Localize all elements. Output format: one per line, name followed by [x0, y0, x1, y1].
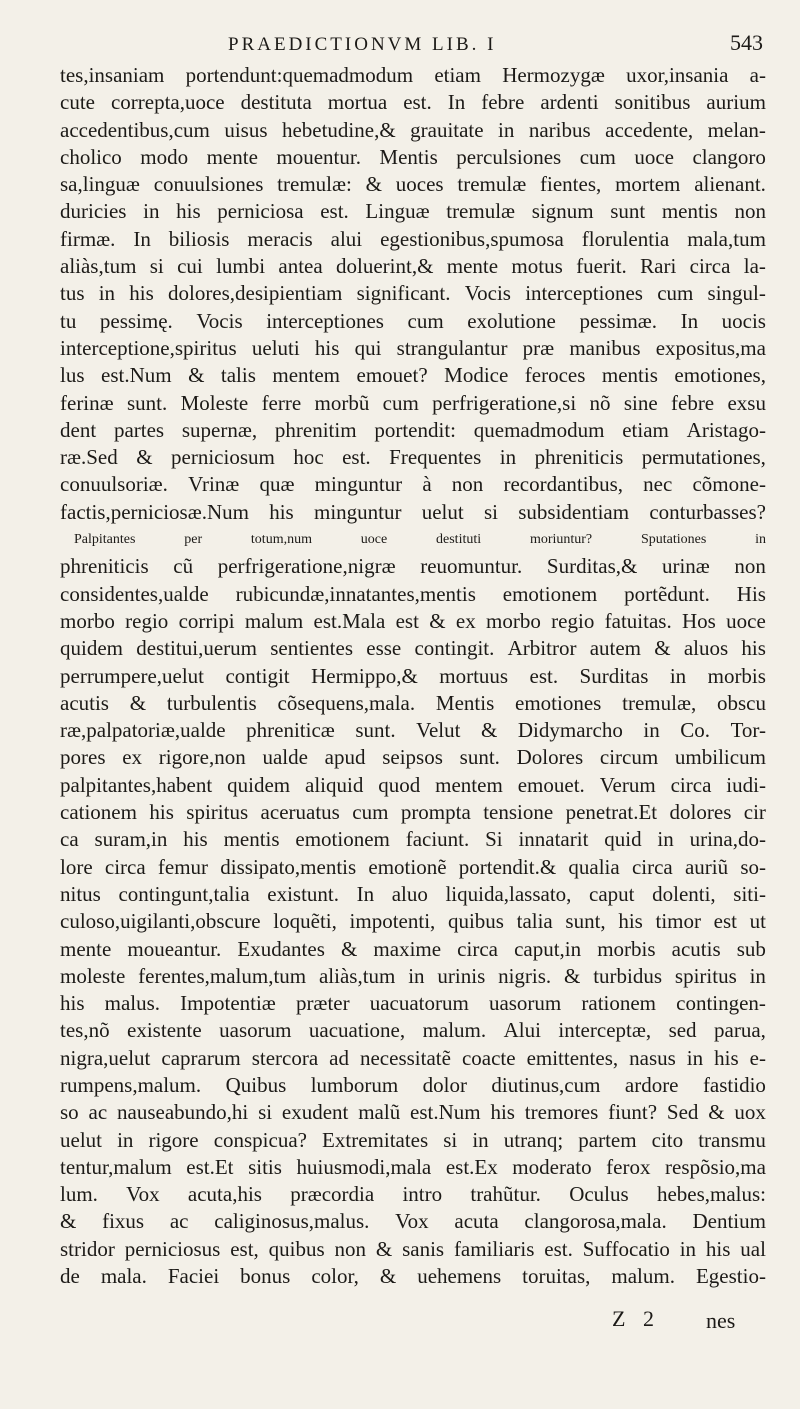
text-line: culoso,uigilanti,obscure loquẽti, impotenti, quibus talia sunt, his timor est ut	[60, 909, 766, 934]
text-line: tentur,malum est.Et sitis huiusmodi,mala est.Ex moderato ferox respõsio,ma	[60, 1154, 766, 1179]
page-number: 543	[730, 30, 763, 55]
text-line: nitus contingunt,talia existunt. In aluo liquida,lassato, caput dolenti, siti-	[60, 881, 766, 906]
text-line: uelut in rigore conspicua? Extremitates si in utranq; partem cito transmu	[60, 1127, 766, 1152]
text-line: considentes,ualde rubicundæ,innatantes,mentis emotionem portẽdunt. His	[60, 581, 766, 606]
text-line: moleste ferentes,malum,tum aliàs,tum in urinis nigris. & turbidus spiritus in	[60, 963, 766, 988]
text-line: & fixus ac caliginosus,malus. Vox acuta clangorosa,mala. Dentium	[60, 1209, 766, 1234]
text-line: ræ.Sed & perniciosum hoc est. Frequentes in phreniticis permutationes,	[60, 445, 766, 470]
text-line: his malus. Impotentiæ præter uacuatorum uasorum rationem contingen-	[60, 991, 766, 1016]
text-line: quidem destitui,uerum sentientes esse contingit. Arbitror autem & aluos his	[60, 636, 766, 661]
text-line: palpitantes,habent quidem aliquid quod mentem emouet. Verum circa iudi-	[60, 772, 766, 797]
text-line: lore circa femur dissipato,mentis emotionẽ portendit.& qualia circa auriũ so-	[60, 854, 766, 879]
text-line: de mala. Faciei bonus color, & uehemens toruitas, malum. Egestio-	[60, 1264, 766, 1289]
text-line: cationem his spiritus aceruatus cum prompta tensione penetrat.Et dolores cir	[60, 800, 766, 825]
text-line: firmæ. In biliosis meracis alui egestionibus,spumosa florulentia mala,tum	[60, 226, 766, 251]
text-line: tu pessimę. Vocis interceptiones cum exolutione pessimæ. In uocis	[60, 308, 766, 333]
text-line: dent partes supernæ, phrenitim portendit: quemadmodum etiam Aristago-	[60, 417, 766, 442]
text-line: stridor perniciosus est, quibus non & sanis familiaris est. Suffocatio in his ual	[60, 1236, 766, 1261]
text-line: conuulsoriæ. Vrinæ quæ minguntur à non recordantibus, nec cõmone-	[60, 472, 766, 497]
text-line: acutis & turbulentis cõsequens,mala. Mentis emotiones tremulæ, obscu	[60, 690, 766, 715]
text-line: pores ex rigore,non ualde apud seipsos sunt. Dolores circum umbilicum	[60, 745, 766, 770]
text-line: mente moueantur. Exudantes & maxime circa caput,in morbis acutis sub	[60, 936, 766, 961]
text-line: Palpitantes per totum,num uoce destituti moriuntur? Sputationes in	[74, 532, 766, 548]
text-line: sa,linguæ conuulsiones tremulæ: & uoces tremulæ fientes, mortem alienant.	[60, 172, 766, 197]
text-line: tes,insaniam portendunt:quemadmodum etiam Hermozygæ uxor,insania a-	[60, 63, 766, 87]
text-line: lus est.Num & talis mentem emouet? Modice feroces mentis emotiones,	[60, 363, 766, 388]
text-line: ca suram,in his mentis emotionem faciunt. Si innatarit quid in urina,do-	[60, 827, 766, 852]
text-line: tes,nõ existente uasorum uacuatione, malum. Alui interceptæ, sed parua,	[60, 1018, 766, 1043]
catchword: nes	[706, 1308, 736, 1333]
text-line: phreniticis cũ perfrigeratione,nigræ reuomuntur. Surditas,& urinæ non	[60, 554, 766, 579]
text-line: interceptione,spiritus ueluti his qui strangulantur præ manibus expositus,ma	[60, 335, 766, 360]
text-line: duricies in his perniciosa est. Linguæ tremulæ signum sunt mentis non	[60, 199, 766, 224]
running-head: PRAEDICTIONVM LIB. I	[228, 34, 497, 55]
text-line: ferinæ sunt. Moleste ferre morbũ cum perfrigeratione,si nõ sine febre exsu	[60, 390, 766, 415]
text-line: tus in his dolores,desipientiam significant. Vocis interceptiones cum singul-	[60, 281, 766, 306]
page-footer	[0, 1306, 800, 1336]
text-line: accedentibus,cum uisus hebetudine,& grauitate in naribus accedente, melan-	[60, 117, 766, 142]
text-line: rumpens,malum. Quibus lumborum dolor diutinus,cum ardore fastidio	[60, 1072, 766, 1097]
text-line: cholico modo mente mouentur. Mentis perculsiones cum uoce clangoro	[60, 144, 766, 169]
text-line: factis,perniciosæ.Num his minguntur uelut si subsidentiam conturbasses?	[60, 499, 766, 524]
text-line: so ac nauseabundo,hi si exudent malũ est.Num his tremores fiunt? Sed & uox	[60, 1100, 766, 1125]
signature-mark: Z 2	[612, 1306, 660, 1331]
text-line: lum. Vox acuta,his præcordia intro trahũtur. Oculus hebes,malus:	[60, 1182, 766, 1207]
body-text	[60, 62, 766, 1290]
text-line: nigra,uelut caprarum stercora ad necessitatẽ coacte emittentes, nasus in his e-	[60, 1045, 766, 1070]
text-line: perrumpere,uelut contigit Hermippo,& mortuus est. Surditas in morbis	[60, 663, 766, 688]
text-line: ræ,palpatoriæ,ualde phreniticæ sunt. Velut & Didymarcho in Co. Tor-	[60, 718, 766, 743]
text-line: cute correpta,uoce destituta mortua est. In febre ardenti sonitibus aurium	[60, 90, 766, 115]
text-line: aliàs,tum si cui lumbi antea doluerint,& mente motus fuerit. Rari circa la-	[60, 254, 766, 279]
text-line: morbo regio corripi malum est.Mala est & ex morbo regio fatuitas. Hos uoce	[60, 608, 766, 633]
